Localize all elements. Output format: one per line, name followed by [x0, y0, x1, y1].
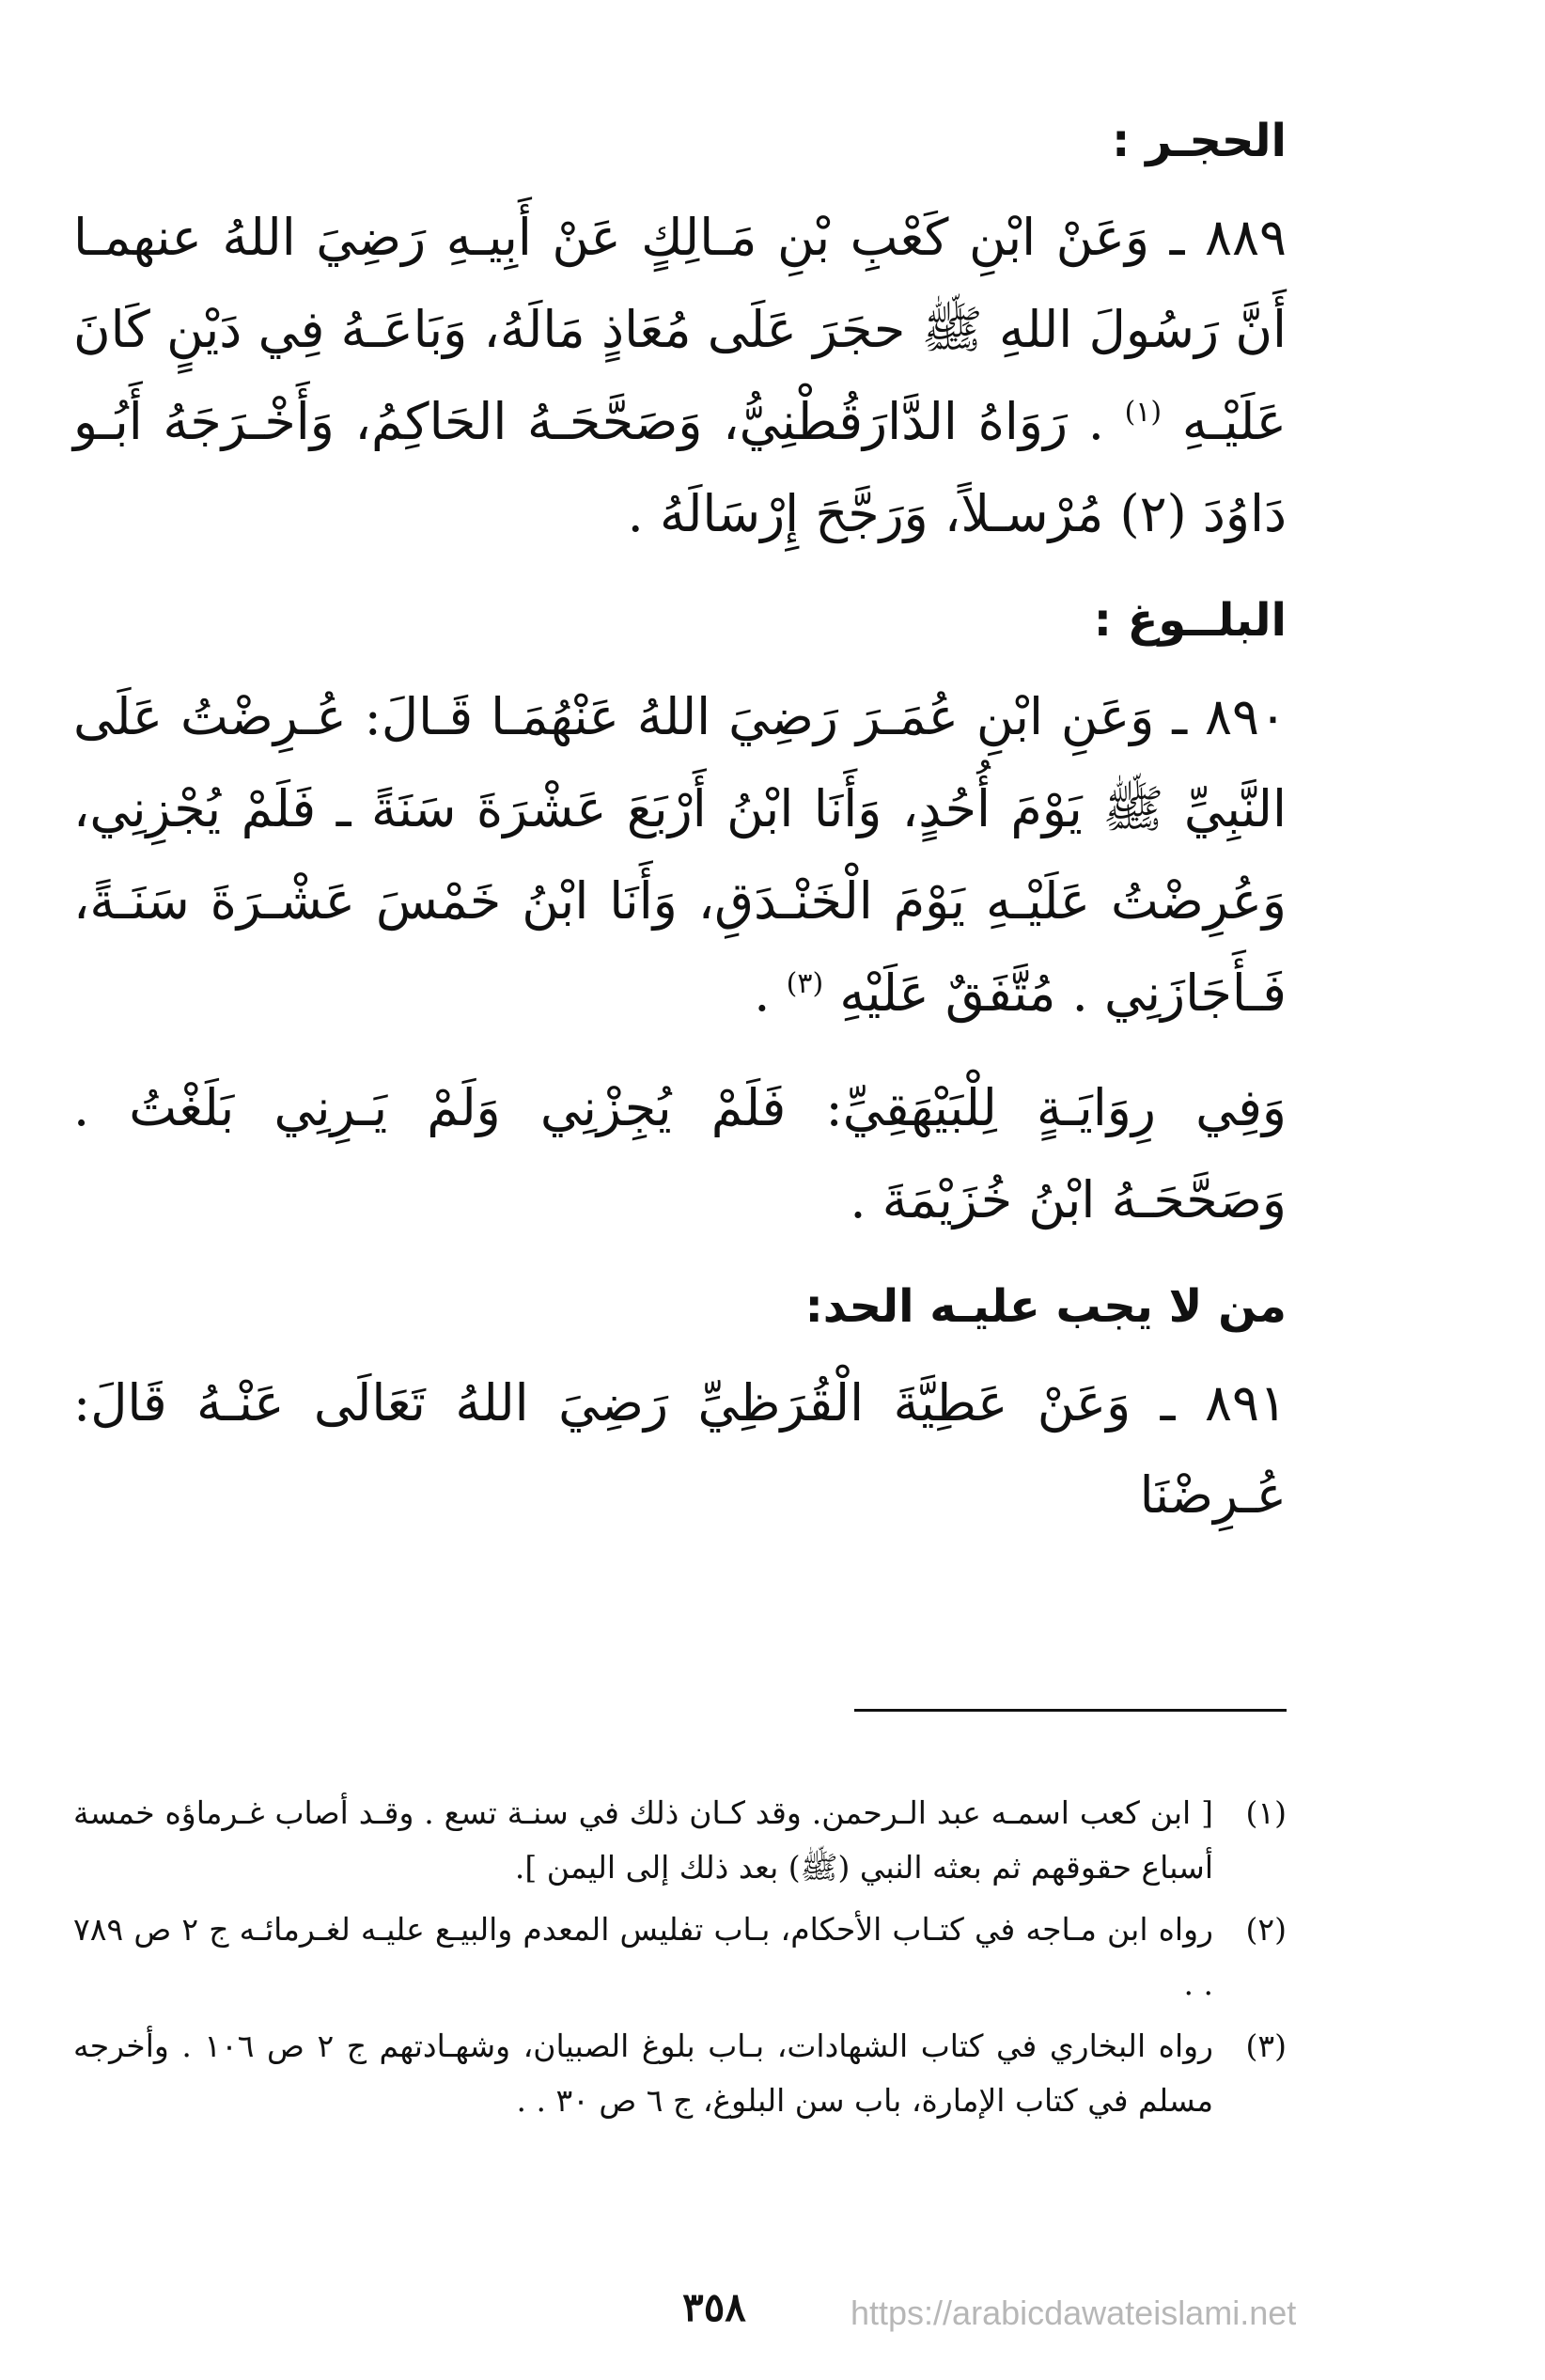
footnote-number: (٣) [1245, 2028, 1287, 2064]
section-hajr [73, 103, 1287, 560]
footnote-separator [854, 1709, 1287, 1712]
footnote-number: (٢) [1245, 1911, 1287, 1948]
hadith-text: وَفِي رِوَايَـةٍ لِلْبَيْهَقِيِّ: فَلَمْ يُجِزْنِي وَلَمْ يَـرِنِي بَلَغْتُ . وَصَحَّحَـهُ ابْنُ خُزَيْمَةَ . [73, 1078, 1287, 1229]
section-bulugh [73, 583, 1287, 1246]
footnote-item [73, 1786, 1287, 1895]
section-heading: الحجـر : [1112, 115, 1287, 167]
hadith-text: ٨٩١ ـ وَعَنْ عَطِيَّةَ الْقُرَظِيِّ رَضِيَ اللهُ تَعَالَى عَنْـهُ قَالَ: عُـرِضْنَا [73, 1373, 1287, 1525]
hadith-text: ٨٨٩ ـ وَعَنْ ابْنِ كَعْبِ بْنِ مَـالِكٍ عَنْ أَبِيـهِ رَضِيَ اللهُ عنهمـا أَنَّ رَسُولَ اللهِ ﷺ حجَرَ عَلَى مُعَاذٍ مَالَهُ، وَبَاعَـهُ فِي دَيْنٍ كَانَ عَلَيْـهِ [73, 208, 1287, 451]
hadith-paragraph [73, 671, 1287, 1040]
section-heading: من لا يجب عليـه الحد: [804, 1280, 1287, 1333]
footnote-text: [ ابن كعب اسمـه عبد الـرحمن. وقد كـان ذلك في سنـة تسع . وقـد أصاب غـرماؤه خمسة أسباع حقوقهم ثم بعثه النبي (ﷺ) بعد ذلك إلى اليمن ]. [73, 1794, 1213, 1886]
footnote-item [73, 2019, 1287, 2128]
hadith-text-tail: . رَوَاهُ الدَّارَقُطْنِيُّ، وَصَحَّحَـهُ الحَاكِمُ، وَأَخْـرَجَهُ أَبُـو دَاوُدَ (٢) مُرْسـلاً، وَرَجَّحَ إِرْسَالَهُ . [73, 392, 1287, 543]
hadith-paragraph [73, 192, 1287, 560]
section-no-hadd [73, 1269, 1287, 1542]
footnote-text: رواه ابن مـاجه في كتـاب الأحكام، بـاب تفليس المعدم والبيـع عليـه لغـرمائـه ج ٢ ص ٧٨٩ . . [73, 1911, 1213, 2002]
hadith-paragraph [73, 1357, 1287, 1542]
page-number: ٣٥٨ [682, 2284, 746, 2330]
footnote-marker[interactable]: (٣) [786, 967, 824, 1000]
main-text [73, 103, 1287, 1564]
watermark-url: https://arabicdawateislami.net [851, 2294, 1297, 2332]
hadith-text: ٨٩٠ ـ وَعَنِ ابْنِ عُمَـرَ رَضِيَ اللهُ عَنْهُمَـا قَـالَ: عُـرِضْتُ عَلَى النَّبِيِّ ﷺ يَوْمَ أُحُدٍ، وَأَنَا ابْنُ أَرْبَعَ عَشْرَةَ سَنَةً ـ فَلَمْ يُجْزِنِي، وَعُرِضْتُ عَلَيْـهِ يَوْمَ الْخَنْـدَقِ، وَأَنَا ابْنُ خَمْسَ عَشْـرَةَ سَنَـةً، فَـأَجَازَنِي . مُتَّفَقٌ عَلَيْهِ [73, 687, 1287, 1023]
footnotes [73, 1786, 1287, 2136]
hadith-text-tail: . [754, 963, 787, 1023]
section-heading: البلــوغ : [1093, 594, 1287, 647]
footnote-number: (١) [1245, 1794, 1287, 1831]
hadith-paragraph [73, 1062, 1287, 1246]
footnote-item [73, 1902, 1287, 2012]
footnote-text: رواه البخاري في كتاب الشهادات، بـاب بلوغ الصبيان، وشهـادتهم ج ٢ ص ١٠٦ . وأخرجه مسلم في كتاب الإمارة، باب سن البلوغ، ج ٦ ص ٣٠ . . [73, 2028, 1213, 2119]
footnote-marker[interactable]: (١) [1124, 396, 1163, 429]
